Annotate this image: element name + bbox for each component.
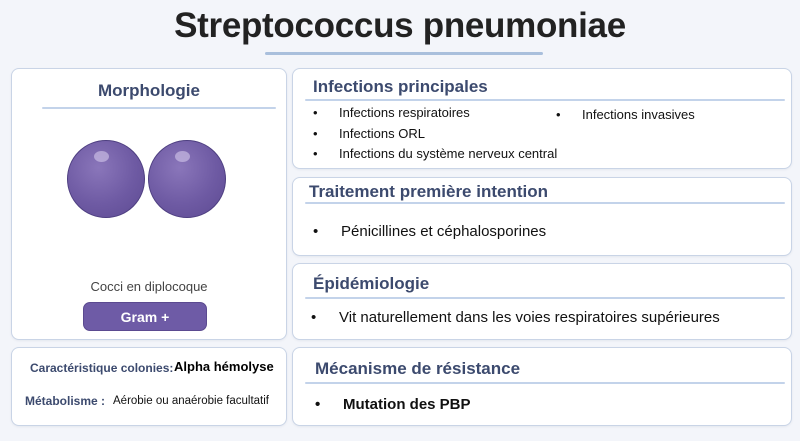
bullet: •: [313, 105, 318, 120]
bullet: •: [315, 396, 321, 413]
bullet: •: [313, 126, 318, 141]
resistance-card: [292, 347, 792, 426]
epidemiology-divider: [305, 297, 785, 299]
morphology-divider: [42, 107, 276, 109]
epidemiology-card: [292, 263, 792, 340]
list-item-text: Pénicillines et céphalosporines: [341, 223, 547, 240]
list-item-text: Vit naturellement dans les voies respiratoires supérieures: [339, 309, 720, 326]
gram-badge: Gram +: [83, 302, 207, 331]
coccus-right-illustration: [148, 140, 226, 218]
list-item: [556, 107, 695, 122]
page-title: Streptococcus pneumoniae: [174, 6, 626, 45]
morphology-title: Morphologie: [98, 81, 200, 100]
treatment-title: Traitement première intention: [309, 182, 548, 201]
colonies-value: Alpha hémolyse: [174, 359, 274, 374]
list-item-text: Infections ORL: [339, 126, 425, 141]
morphology-caption: Cocci en diplocoque: [90, 279, 208, 294]
resistance-divider: [305, 382, 785, 384]
list-item: [313, 223, 546, 240]
list-item-text: Infections respiratoires: [339, 105, 470, 120]
list-item: [313, 146, 557, 161]
infections-title: Infections principales: [313, 77, 488, 96]
infections-divider: [305, 99, 785, 101]
bullet: •: [313, 146, 318, 161]
metabolism-label: Métabolisme :: [25, 394, 106, 408]
epidemiology-title: Épidémiologie: [313, 274, 430, 293]
list-item: [313, 105, 470, 120]
list-item: [313, 126, 425, 141]
bullet: •: [556, 107, 561, 122]
treatment-divider: [305, 202, 785, 204]
infections-card: [292, 68, 792, 169]
coccus-highlight: [175, 151, 190, 162]
list-item-text: Mutation des PBP: [343, 396, 471, 413]
morphology-card: [11, 68, 287, 340]
list-item: [311, 309, 720, 326]
coccus-highlight: [94, 151, 109, 162]
coccus-left-illustration: [67, 140, 145, 218]
list-item-text: Infections invasives: [582, 107, 695, 122]
colonies-card: [11, 347, 287, 426]
list-item: [315, 396, 471, 413]
title-underline: [265, 52, 543, 55]
metabolism-value: Aérobie ou anaérobie facultatif: [113, 395, 269, 407]
resistance-title: Mécanisme de résistance: [315, 359, 521, 378]
list-item-text: Infections du système nerveux central: [339, 146, 558, 161]
bullet: •: [313, 223, 319, 240]
colonies-label: Caractéristique colonies:: [30, 361, 174, 375]
bullet: •: [311, 309, 317, 326]
treatment-card: [292, 177, 792, 256]
